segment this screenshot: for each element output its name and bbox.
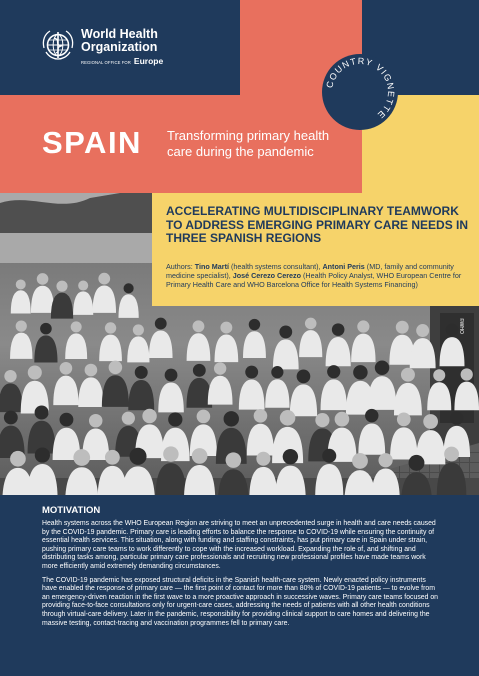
authors-line: Authors: Tino Martí (health systems consultant), Antoni Peris (MD, family and community medicine specialist), José Cerezo Cerezo (Health Policy Analyst, WHO European Centre for Primary Health Care and WHO Barcelona Office for Health Systems Financing): [166, 262, 462, 289]
logo-region: Europe: [133, 56, 164, 66]
logo-name-line2: Organization: [81, 40, 158, 54]
country-vignette-badge: [320, 52, 400, 132]
author-name: Tino Martí: [194, 262, 229, 271]
logo-name-line1: World Health: [81, 27, 158, 41]
badge-label: COUNTRY VIGNETTE: [324, 55, 397, 121]
section-heading: MOTIVATION: [42, 505, 101, 516]
who-emblem-icon: [41, 28, 75, 62]
author-name: José Cerezo Cerezo: [232, 271, 302, 280]
country-title: SPAIN: [42, 125, 142, 160]
author-name: Antoni Peris: [322, 262, 365, 271]
document-title: ACCELERATING MULTIDISCIPLINARY TEAMWORK TO ADDRESS EMERGING PRIMARY CARE NEEDS IN THREE SPANISH REGIONS: [166, 204, 469, 245]
logo-office: REGIONAL OFFICE FOR: [81, 60, 131, 65]
title-info-box: [152, 193, 479, 306]
paragraph: The COVID-19 pandemic has exposed structural deficits in the Spanish health-care system. Newly enacted policy instruments have enabled the response of primary care — the first point of contact for more than 80% of COVID-19 patients — to evolve from an emergency-driven reaction in the first wave to a more proactive approach in successive waves. Primary care teams focused on providing face-to-face consultations only for urgent-care cases, addressing the needs of patients with all other health conditions through virtual-care delivery. Later in the pandemic, responsibility for providing clinical support to care homes and delivering the massive testing, contact-tracing and vaccination programmes fell to primary care.: [42, 576, 439, 627]
photo-credit: ©WHO: [458, 318, 464, 334]
motivation-section: [42, 505, 442, 633]
paragraph: Health systems across the WHO European Region are striving to meet an unprecedented surge in health and care needs caused by the COVID-19 pandemic. Primary care is leading efforts to balance the response to COVID-19 while ensuring the continuity of essential health services. This situation, along with funding and staffing constraints, has put primary care in Spain under strain, pushing primary care teams to work differently to cope with the increased workload. Expanding the role of, and shifting and distributing tasks among, particular primary care professionals and recruiting new professional profiles have made teams work more efficiently amid extremely demanding circumstances.: [42, 520, 436, 570]
page-subtitle: Transforming primary health care during the pandemic: [167, 128, 330, 159]
who-logo: [41, 28, 163, 66]
who-logo-text: [81, 28, 163, 66]
